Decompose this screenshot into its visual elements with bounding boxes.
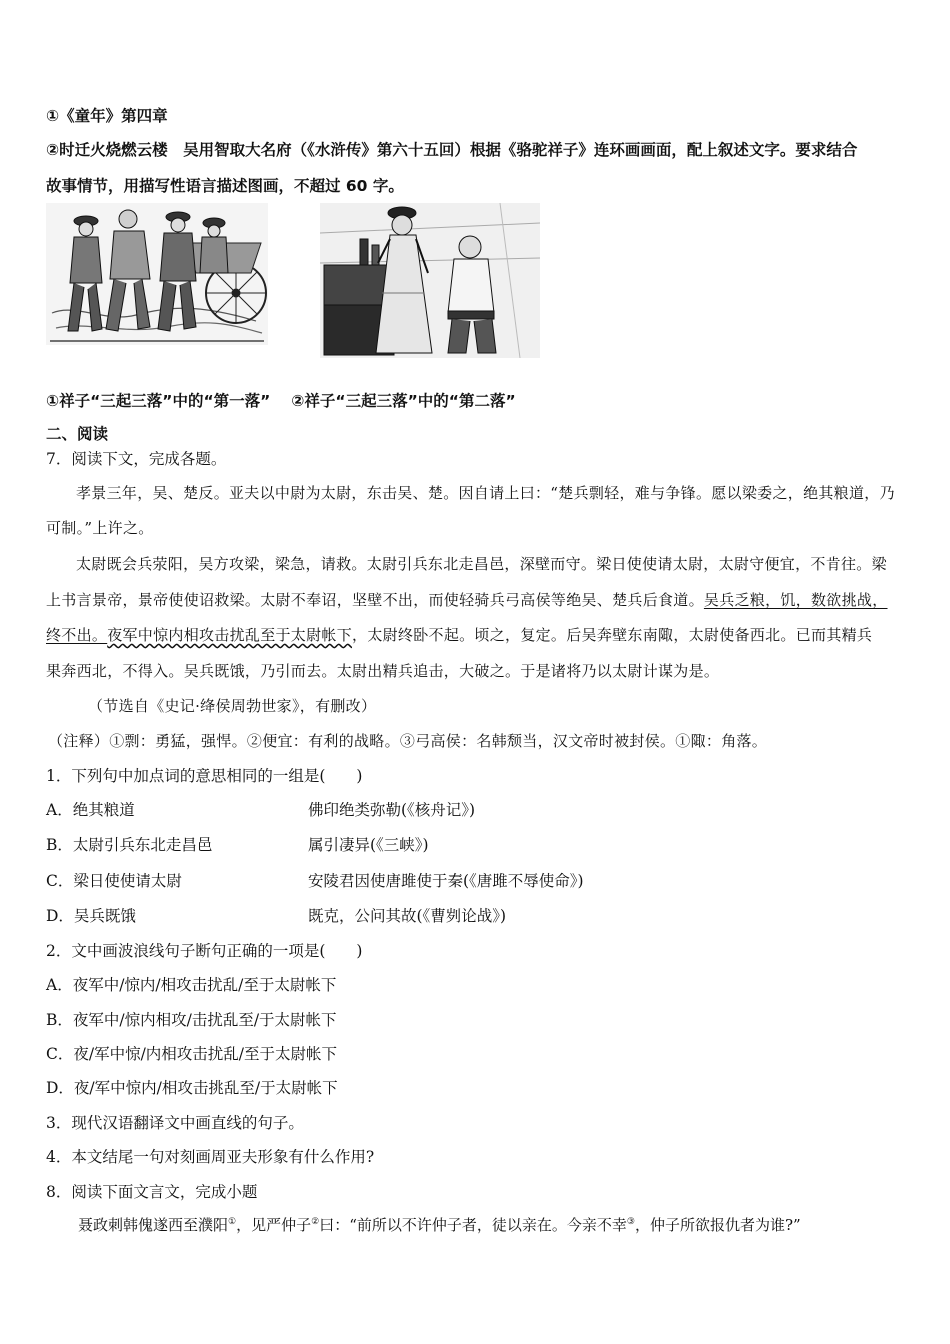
q7-sub1-option-b-right: 属引凄异(《三峡》): [308, 836, 429, 854]
q7-sub2-option-a: A．夜军中/惊内/相攻击扰乱/至于太尉帐下: [46, 976, 337, 994]
prev-item-1: ①《童年》第四章: [46, 107, 168, 125]
q7-sub1-option-b-left: B．太尉引兵东北走昌邑: [46, 836, 213, 854]
q7-sub4: 4．本文结尾一句对刻画周亚夫形象有什么作用?: [46, 1148, 375, 1166]
illustration-captions: ①祥子“三起三落”中的“第一落” ②祥子“三起三落”中的“第二落”: [46, 392, 516, 410]
q8-text-a: 聂政刺韩傀遂西至濮阳: [78, 1216, 229, 1234]
q8-passage-line1: [78, 1214, 801, 1235]
q7-sub1-option-d-left: D．吴兵既饿: [46, 907, 136, 925]
q7-passage-p2-line3: [46, 624, 872, 645]
section-title: 二、阅读: [46, 425, 109, 443]
underlined-sentence-end: 终不出。: [46, 626, 108, 644]
footnote-marker-2: ②: [311, 1217, 320, 1227]
q7-passage-p1-line1: 孝景三年，吴、楚反。亚夫以中尉为太尉，东击吴、楚。因自请上曰：“楚兵剽轻，难与争锋。愿以梁委之，绝其粮道，乃: [76, 484, 895, 502]
q7-sub2-stem: 2．文中画波浪线句子断句正确的一项是( ): [46, 942, 363, 960]
q7-source: （节选自《史记·绛侯周勃世家》，有删改）: [88, 697, 377, 715]
q8-text-d: ，仲子所欲报仇者为谁?”: [634, 1216, 801, 1234]
q7-passage-p1-line2: 可制。”上许之。: [46, 519, 154, 537]
underlined-sentence: 吴兵乏粮，饥，数欲挑战，: [703, 591, 888, 609]
q7-passage-p2-line2-text: 上书言景帝，景帝使使诏救梁。太尉不奉诏，坚壁不出，而使轻骑兵弓高侯等绝吴、楚兵后食道。: [46, 591, 704, 609]
q7-passage-p2-line4: 果奔西北，不得入。吴兵既饿，乃引而去。太尉出精兵追击，大破之。于是诸将乃以太尉计谋为是。: [46, 662, 720, 680]
q7-sub2-option-c: C．夜/军中惊/内相攻击扰乱/至于太尉帐下: [46, 1045, 338, 1063]
q7-sub1-option-c-right: 安陵君因使唐雎使于秦(《唐雎不辱使命》): [308, 872, 584, 890]
q7-notes: （注释）①剽：勇猛，强悍。②便宜：有利的战略。③弓高侯：名韩颓当，汉文帝时被封侯。①陬：角落。: [48, 732, 768, 750]
prev-item-2: ②时迁火烧燃云楼 吴用智取大名府（《水浒传》第六十五回）根据《骆驼祥子》连环画画面，配上叙述文字。要求结合: [46, 141, 858, 159]
q8-stem: 8．阅读下面文言文，完成小题: [46, 1183, 258, 1201]
q7-stem: 7．阅读下文，完成各题。: [46, 450, 227, 468]
q7-sub1-option-a-left: A．绝其粮道: [46, 801, 135, 819]
q7-passage-p2-line2: [46, 589, 888, 610]
q7-passage-p2-line1: 太尉既会兵荥阳，吴方攻梁，梁急，请救。太尉引兵东北走昌邑，深壁而守。梁日使使请太尉，太尉守便宜，不肯往。梁: [76, 555, 887, 573]
comic-panel-first-fall-image: [46, 203, 268, 345]
q7-sub1-option-a-right: 佛印绝类弥勒(《核舟记》): [308, 801, 476, 819]
q7-sub1-option-c-left: C．梁日使使请太尉: [46, 872, 182, 890]
footnote-marker-3: ③: [626, 1217, 635, 1227]
q7-sub2-option-b: B．夜军中/惊内相攻/击扰乱至/于太尉帐下: [46, 1011, 337, 1029]
q7-sub3: 3．现代汉语翻译文中画直线的句子。: [46, 1114, 304, 1132]
footnote-marker-1: ①: [228, 1217, 237, 1227]
q7-sub1-stem: 1．下列句中加点词的意思相同的一组是( ): [46, 767, 363, 785]
q7-sub1-option-d-right: 既克，公问其故(《曹刿论战》): [308, 907, 507, 925]
prev-item-2-continued: 故事情节，用描写性语言描述图画，不超过 60 字。: [46, 177, 404, 195]
q7-sub2-option-d: D．夜/军中惊内/相攻击挑乱至/于太尉帐下: [46, 1079, 338, 1097]
q8-text-b: ，见严仲子: [236, 1216, 312, 1234]
q8-text-c: 曰：“前所以不许仲子者，徒以亲在。今亲不幸: [319, 1216, 627, 1234]
comic-panel-second-fall-image: [320, 203, 540, 358]
q7-passage-p2-line3-text: ，太尉终卧不起。顷之，复定。后吴奔壁东南陬，太尉使备西北。已而其精兵: [352, 626, 873, 644]
wavy-underlined-sentence: 夜军中惊内相攻击扰乱至于太尉帐下: [107, 626, 353, 644]
